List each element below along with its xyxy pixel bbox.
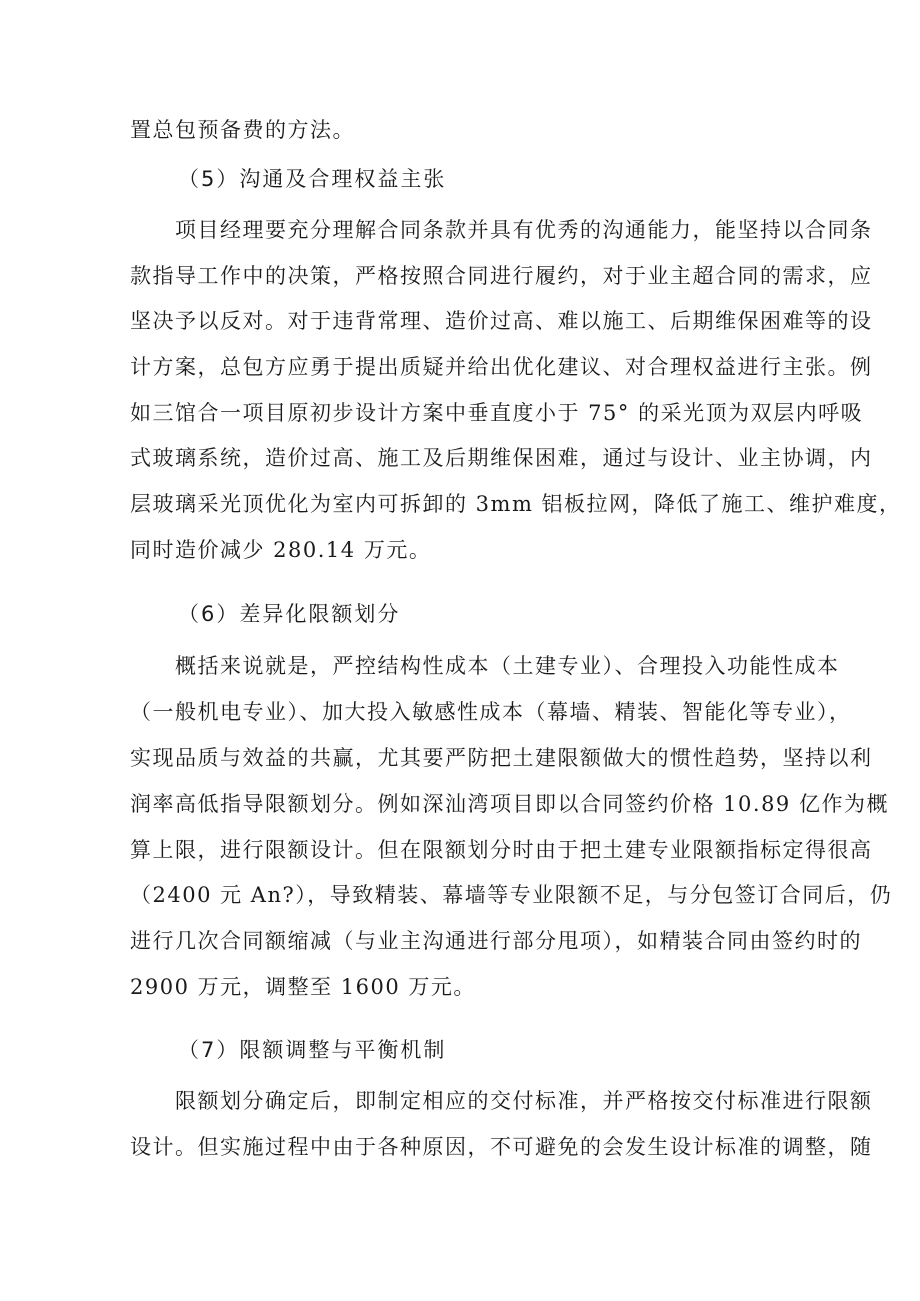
paragraph-line: 算上限，进行限额设计。但在限额划分时由于把土建专业限额指标定得很高 — [130, 838, 873, 862]
section-heading-5: （5）沟通及合理权益主张 — [178, 167, 447, 191]
paragraph-line: 同时造价减少 280.14 万元。 — [130, 538, 432, 562]
paragraph-line: 置总包预备费的方法。 — [130, 118, 355, 142]
paragraph-line: 润率高低指导限额划分。例如深汕湾项目即以合同签约价格 10.89 亿作为概 — [130, 792, 889, 816]
paragraph-line: 款指导工作中的决策，严格按照合同进行履约，对于业主超合同的需求，应 — [130, 264, 873, 288]
section-heading-6: （6）差异化限额划分 — [178, 602, 401, 626]
paragraph-line: 概括来说就是，严控结构性成本（土建专业）、合理投入功能性成本 — [175, 654, 840, 678]
paragraph-line: 2900 万元，调整至 1600 万元。 — [130, 975, 476, 999]
paragraph-line: 设计。但实施过程中由于各种原因，不可避免的会发生设计标准的调整，随 — [130, 1135, 873, 1159]
paragraph-line: （一般机电专业）、加大投入敏感性成本（幕墙、精装、智能化等专业）， — [130, 700, 852, 724]
paragraph-line: 式玻璃系统，造价过高、施工及后期维保困难，通过与设计、业主协调，内 — [130, 446, 873, 470]
paragraph-line: 进行几次合同额缩减（与业主沟通进行部分甩项），如精装合同由签约时的 — [130, 929, 862, 953]
paragraph-line: 实现品质与效益的共赢，尤其要严防把土建限额做大的惯性趋势，坚持以利 — [130, 746, 873, 770]
paragraph-line: 项目经理要充分理解合同条款并具有优秀的沟通能力，能坚持以合同条 — [175, 218, 873, 242]
paragraph-line: 限额划分确定后，即制定相应的交付标准，并严格按交付标准进行限额 — [175, 1089, 873, 1113]
paragraph-line: 坚决予以反对。对于违背常理、造价过高、难以施工、后期维保困难等的设 — [130, 309, 873, 333]
paragraph-line: 层玻璃采光顶优化为室内可拆卸的 3mm 铝板拉网，降低了施工、维护难度， — [130, 492, 902, 516]
paragraph-line: （2400 元 An?），导致精装、幕墙等专业限额不足，与分包签订合同后，仍 — [130, 883, 893, 907]
paragraph-line: 计方案，总包方应勇于提出质疑并给出优化建议、对合理权益进行主张。例 — [130, 355, 873, 379]
section-heading-7: （7）限额调整与平衡机制 — [178, 1038, 447, 1062]
paragraph-line: 如三馆合一项目原初步设计方案中垂直度小于 75° 的采光顶为双层内呼吸 — [130, 401, 864, 425]
